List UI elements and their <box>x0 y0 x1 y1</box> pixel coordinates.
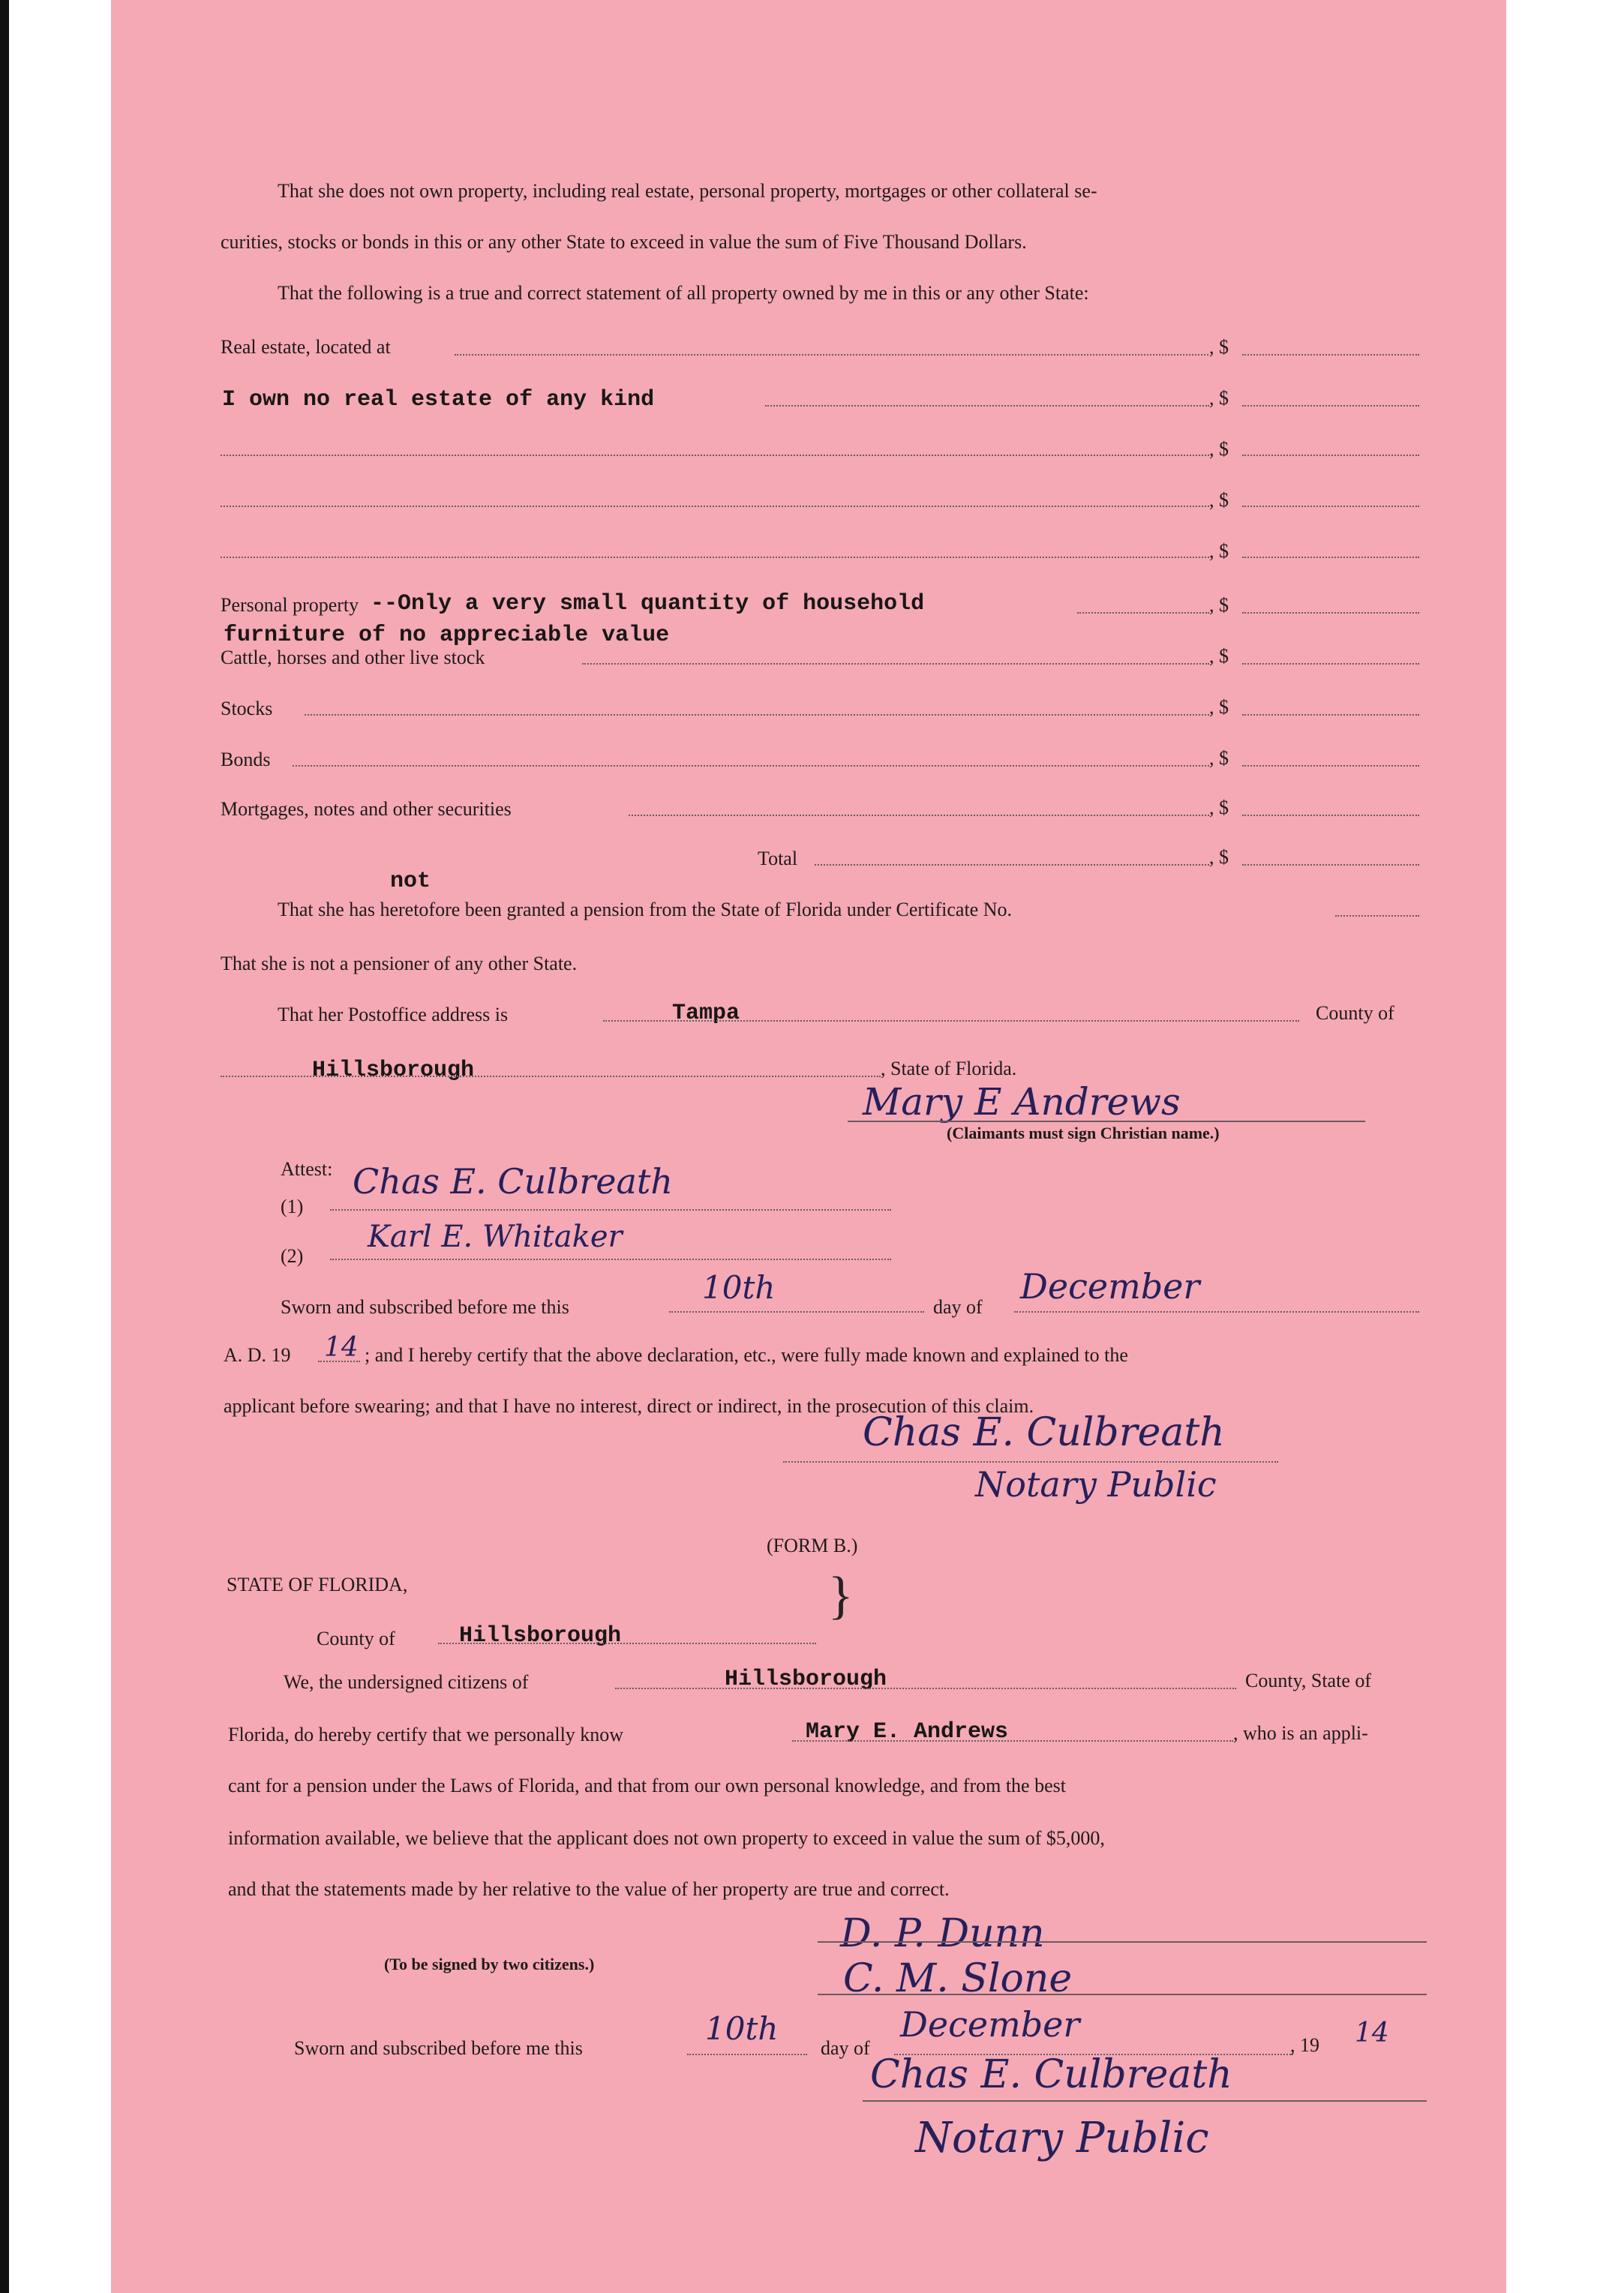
we-citizens-label: We, the undersigned citizens of <box>284 1671 529 1693</box>
stocks-label: Stocks <box>221 698 273 719</box>
real-estate-line-2 <box>765 405 1209 407</box>
county-line <box>221 1076 881 1077</box>
amount-line <box>1242 765 1419 767</box>
county-value: Hillsborough <box>312 1058 475 1083</box>
notary-title: Notary Public <box>975 1464 1217 1505</box>
personal-property-label: Personal property <box>221 594 359 616</box>
postoffice-label: That her Postoffice address is <box>278 1004 509 1025</box>
postoffice-value: Tampa <box>672 1001 740 1026</box>
paragraph-property-limit-cont: curities, stocks or bonds in this or any other State to exceed in value the sum of Five Thousand Dollars. <box>221 231 1027 253</box>
dollar-sign: , $ <box>1209 594 1229 616</box>
notary-line-b <box>863 2100 1427 2102</box>
real-estate-label: Real estate, located at <box>221 336 391 358</box>
amount-line <box>1242 557 1419 558</box>
notary-signature-line <box>783 1461 1278 1463</box>
dollar-sign: , $ <box>1209 489 1229 511</box>
amount-line <box>1242 455 1419 456</box>
real-estate-line <box>455 354 1208 356</box>
citizen-signature-1: D. P. Dunn <box>840 1911 1045 1956</box>
personal-property-value-cont: furniture of no appreciable value <box>224 623 670 648</box>
attest-label: Attest: <box>281 1158 333 1180</box>
sworn-statement-b: Sworn and subscribed before me this <box>294 2037 583 2059</box>
stocks-line <box>305 714 1209 716</box>
dollar-sign: , $ <box>1209 645 1229 667</box>
county-line-b <box>438 1643 816 1644</box>
sworn-b-year-prefix: , 19 <box>1290 2034 1319 2056</box>
county-value-b: Hillsborough <box>459 1623 622 1649</box>
we-county-value: Hillsborough <box>725 1667 887 1692</box>
claimant-signature: Mary E Andrews <box>863 1080 1181 1124</box>
paragraph-true-statement: That the following is a true and correct statement of all property owned by me in this or any other State: <box>278 282 1089 304</box>
certify-statement: ; and I hereby certify that the above declaration, etc., were fully made known and explained to the <box>365 1344 1128 1366</box>
claimant-signature-line <box>848 1121 1365 1122</box>
state-of-florida-heading: STATE OF FLORIDA, <box>227 1574 408 1595</box>
sworn-day-line <box>669 1311 924 1313</box>
mortgages-label: Mortgages, notes and other securities <box>221 798 512 820</box>
signed-by-two-note: (To be signed by two citizens.) <box>384 1955 595 1973</box>
attest-number-1: (1) <box>281 1196 304 1217</box>
day-of-label: day of <box>933 1296 983 1318</box>
applicant-name-line <box>792 1740 1233 1742</box>
total-line <box>815 864 1209 866</box>
bonds-label: Bonds <box>221 749 271 770</box>
postoffice-line <box>603 1020 1299 1022</box>
sworn-b-day-line <box>687 2054 807 2055</box>
livestock-line <box>582 663 1209 665</box>
amount-line <box>1242 612 1419 614</box>
citizen-signature-2: C. M. Slone <box>843 1956 1073 2001</box>
mortgages-line <box>629 815 1209 816</box>
certify-statement-cont: applicant before swearing; and that I have no interest, direct or indirect, in the prosecution of this claim. <box>224 1395 1034 1417</box>
typed-insert-not: not <box>390 869 431 894</box>
sworn-b-day-of: day of <box>821 2037 870 2059</box>
applicant-name: Mary E. Andrews <box>806 1719 1009 1745</box>
not-pensioner-statement: That she is not a pensioner of any other State. <box>221 953 578 974</box>
scan-left-edge <box>0 0 9 2293</box>
attest-signature-1: Chas E. Culbreath <box>353 1161 674 1202</box>
sworn-b-month-value: December <box>900 2004 1080 2045</box>
info-line: information available, we believe that the applicant does not own property to exceed in value the sum of $5,000, <box>228 1827 1105 1849</box>
form-b-heading: (FORM B.) <box>767 1535 858 1556</box>
blank-line <box>221 557 1209 558</box>
county-state-label: County, State of <box>1245 1670 1372 1691</box>
dollar-sign: , $ <box>1209 696 1229 718</box>
sworn-month-line <box>1014 1311 1419 1313</box>
amount-line <box>1242 714 1419 716</box>
amount-line <box>1242 405 1419 407</box>
ad-year-line <box>318 1361 360 1362</box>
cant-line: cant for a pension under the Laws of Florida, and that from our own personal knowledge, and from the best <box>228 1775 1066 1796</box>
amount-line <box>1242 864 1419 866</box>
dollar-sign: , $ <box>1209 336 1229 358</box>
certificate-line <box>1335 915 1419 917</box>
personal-property-line <box>1077 612 1209 614</box>
citizen-line-1 <box>818 1941 1427 1943</box>
attest-signature-2: Karl E. Whitaker <box>368 1220 623 1254</box>
statements-line: and that the statements made by her relative to the value of her property are true and correct. <box>228 1878 950 1900</box>
bonds-line <box>293 765 1209 767</box>
personal-property-value: --Only a very small quantity of household <box>371 591 925 617</box>
sworn-day-value: 10th <box>702 1269 776 1306</box>
notary-title-b: Notary Public <box>915 2114 1209 2162</box>
amount-line <box>1242 663 1419 665</box>
ad-label: A. D. 19 <box>224 1344 291 1366</box>
blank-line <box>221 455 1209 456</box>
county-of-label-b: County of <box>317 1628 395 1649</box>
livestock-label: Cattle, horses and other live stock <box>221 647 485 668</box>
certificate-statement: That she has heretofore been granted a pension from the State of Florida under Certificate No. <box>278 899 1012 920</box>
total-label: Total <box>758 848 798 869</box>
florida-certify-line: Florida, do hereby certify that we personally know <box>228 1724 624 1745</box>
amount-line <box>1242 506 1419 507</box>
dollar-sign: , $ <box>1209 797 1229 818</box>
blank-line <box>221 506 1209 507</box>
amount-line <box>1242 354 1419 356</box>
sworn-b-year-value: 14 <box>1355 2018 1389 2048</box>
real-estate-value: I own no real estate of any kind <box>222 387 655 413</box>
dollar-sign: , $ <box>1209 540 1229 562</box>
attest-number-2: (2) <box>281 1245 304 1267</box>
sworn-statement: Sworn and subscribed before me this <box>281 1296 569 1318</box>
notary-signature: Chas E. Culbreath <box>863 1410 1225 1455</box>
paragraph-property-limit: That she does not own property, including real estate, personal property, mortgages or other collateral se- <box>278 180 1097 202</box>
we-county-line <box>615 1688 1236 1689</box>
notary-signature-b: Chas E. Culbreath <box>870 2052 1232 2097</box>
state-of-florida: , State of Florida. <box>881 1058 1017 1079</box>
county-label: County of <box>1316 1002 1394 1024</box>
sworn-b-day-value: 10th <box>705 2010 779 2047</box>
dollar-sign: , $ <box>1209 387 1229 409</box>
dollar-sign: , $ <box>1209 747 1229 769</box>
bracket: } <box>828 1567 854 1625</box>
attest-line-1 <box>330 1209 891 1211</box>
dollar-sign: , $ <box>1209 438 1229 460</box>
who-is-label: , who is an appli- <box>1233 1722 1368 1744</box>
sworn-month-value: December <box>1020 1266 1200 1307</box>
attest-line-2 <box>330 1259 891 1260</box>
dollar-sign: , $ <box>1209 846 1229 868</box>
citizen-line-2 <box>818 1994 1427 1995</box>
claimant-note: (Claimants must sign Christian name.) <box>947 1124 1220 1142</box>
ad-year-value: 14 <box>324 1332 359 1363</box>
amount-line <box>1242 815 1419 816</box>
